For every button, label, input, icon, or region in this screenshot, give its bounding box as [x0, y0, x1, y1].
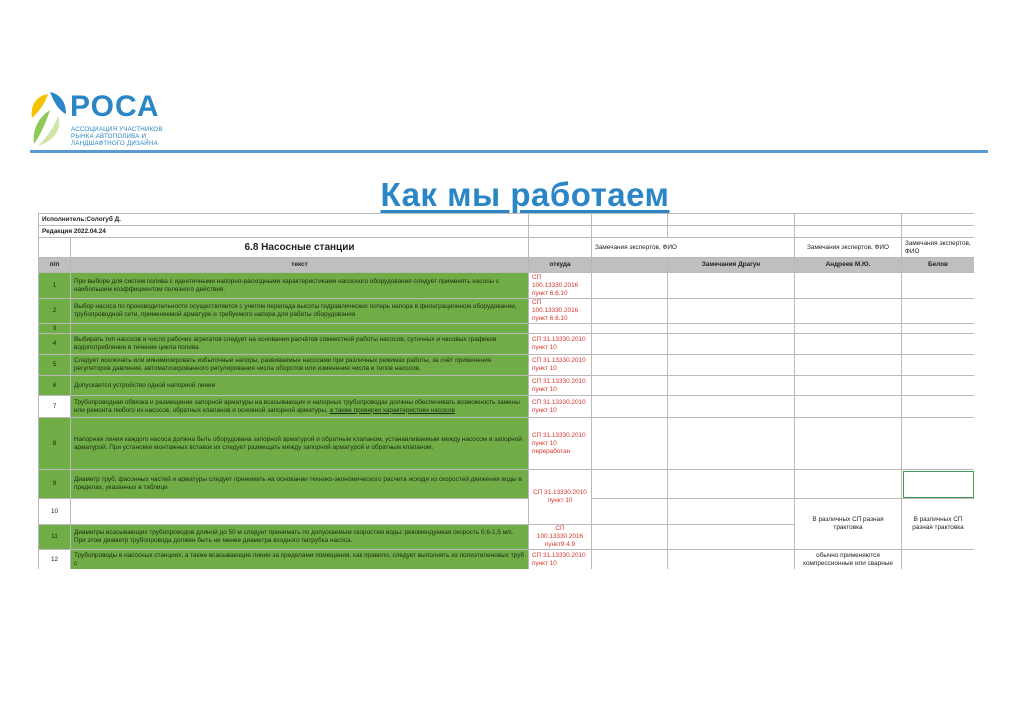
requirements-table — [38, 213, 974, 569]
expert-heading-3: Замечания экспертов, ФИО — [902, 238, 975, 258]
col-belov-header: Белов — [902, 258, 975, 273]
col-text-header: текст — [71, 258, 529, 273]
col-source-header: откуда — [529, 258, 592, 273]
table-row: 12 Трубопроводы в насосных станциях, а также всасывающие линии за пределами помещения, как правило, следует выполнять из полиэтиленовых труб с СП 31.13330.2010 пункт 10 обычно применяются компрессионные или сварные — [39, 550, 975, 570]
col-num-header: п/п — [39, 258, 71, 273]
table-row: 3 — [39, 324, 975, 334]
col-dragun-header: Замечания Драгун — [668, 258, 795, 273]
spreadsheet — [38, 213, 974, 569]
expert-heading-2: Замечания экспертов, ФИО — [795, 238, 902, 258]
table-row: 7 Трубопроводная обвязка и размещение запорной арматуры на всасывающих и напорных трубопроводах должны обеспечивать возможность замены или ремонта любого из насосов, обратных клапанов и основной запорной арматуры, а также проверки характеристики насосов СП 31.13330.2010 пункт 10 — [39, 396, 975, 418]
table-row: 8 Напорная линия каждого насоса должна быть оборудована запорной арматурой и обратным клапаном, устанавливаемым между насосом и запорной арматурой. При установке монтажных вставок их следует размещать между запорной арматурой и обратным клапаном. СП 31.13330.2010 пункт 10 переработан — [39, 418, 975, 470]
table-row: 10 В различных СП разная трактовка В различных СП разная трактовка — [39, 499, 975, 525]
table-row: 11 Диаметры всасывающих трубопроводов длиной до 50 м следует принимать по допускаемым скоростям воды: рекомендуемая скорость 0,6-1,5 м/с. При этом диаметр трубопровода должен быть не менее диаметра входного патрубка насоса. СП 100.13330.2016 пункт9.4.9 — [39, 525, 975, 550]
edition-cell: Редакция 2022.04.24 — [39, 226, 529, 238]
page-title: Как мы работаем — [380, 176, 670, 213]
col-andreev-header: Андреев М.Ю. — [795, 258, 902, 273]
expert-heading-1: Замечания экспертов, ФИО — [592, 238, 795, 258]
table-row: 2 Выбор насоса по производительности осуществляется с учетом перепада высоты гидравлических потерь напора в фильтрационном оборудовании, трубопроводной сети, применяемой арматуре и требуемого напора для работы оборудования СП 100.13330.2016 пункт 6.6.10 — [39, 299, 975, 324]
table-row: 9 Диаметр труб, фасонных частей и арматуры следует принимать на основании технико-экономического расчета исходя из скоростей движения воды в пределах, указанных в таблице СП 31.13330.2010 пункт 10 — [39, 470, 975, 499]
selected-cell[interactable] — [902, 470, 975, 499]
leaf-logo-icon — [28, 88, 68, 148]
rosa-logo — [28, 88, 208, 152]
logo-subtitle: АССОЦИАЦИЯ УЧАСТНИКОВ РЫНКА АВТОПОЛИВА И ЛАНДШАФТНОГО ДИЗАЙНА — [71, 126, 163, 147]
table-row: 4 Выбирать тип насосов и число рабочих агрегатов следует на основании расчётов совместной работы насосов, суточных и часовых графиков водопотребления в течение цикла полива СП 31.13330.2010 пункт 10 — [39, 334, 975, 355]
logo-wordmark: РОСА — [70, 90, 160, 123]
header-divider — [30, 150, 988, 153]
table-row: 1 При выборе для систем полива с идентичными напорно-расходными характеристиками насосного оборудования следует применять насосы с наибольшим коэффициентом полезного действия. СП 100.13330.2016 пункт 6.6.10 — [39, 273, 975, 299]
column-header-row — [39, 258, 975, 273]
table-row: 5 Следует исключать или минимизировать избыточные напоры, развиваемые насосами при различных режимах работы, за счёт применения регуляторов давления, автоматизированного регулирования числа оборотов или изменения числа и типов насосов, СП 31.13330.2010 пункт 10 — [39, 355, 975, 376]
executor-cell: Исполнитель:Сологуб Д. — [39, 214, 529, 226]
section-title: 6.8 Насосные станции — [71, 238, 529, 258]
table-row: 6 Допускается устройство одной напорной линии СП 31.13330.2010 пункт 10 — [39, 376, 975, 396]
